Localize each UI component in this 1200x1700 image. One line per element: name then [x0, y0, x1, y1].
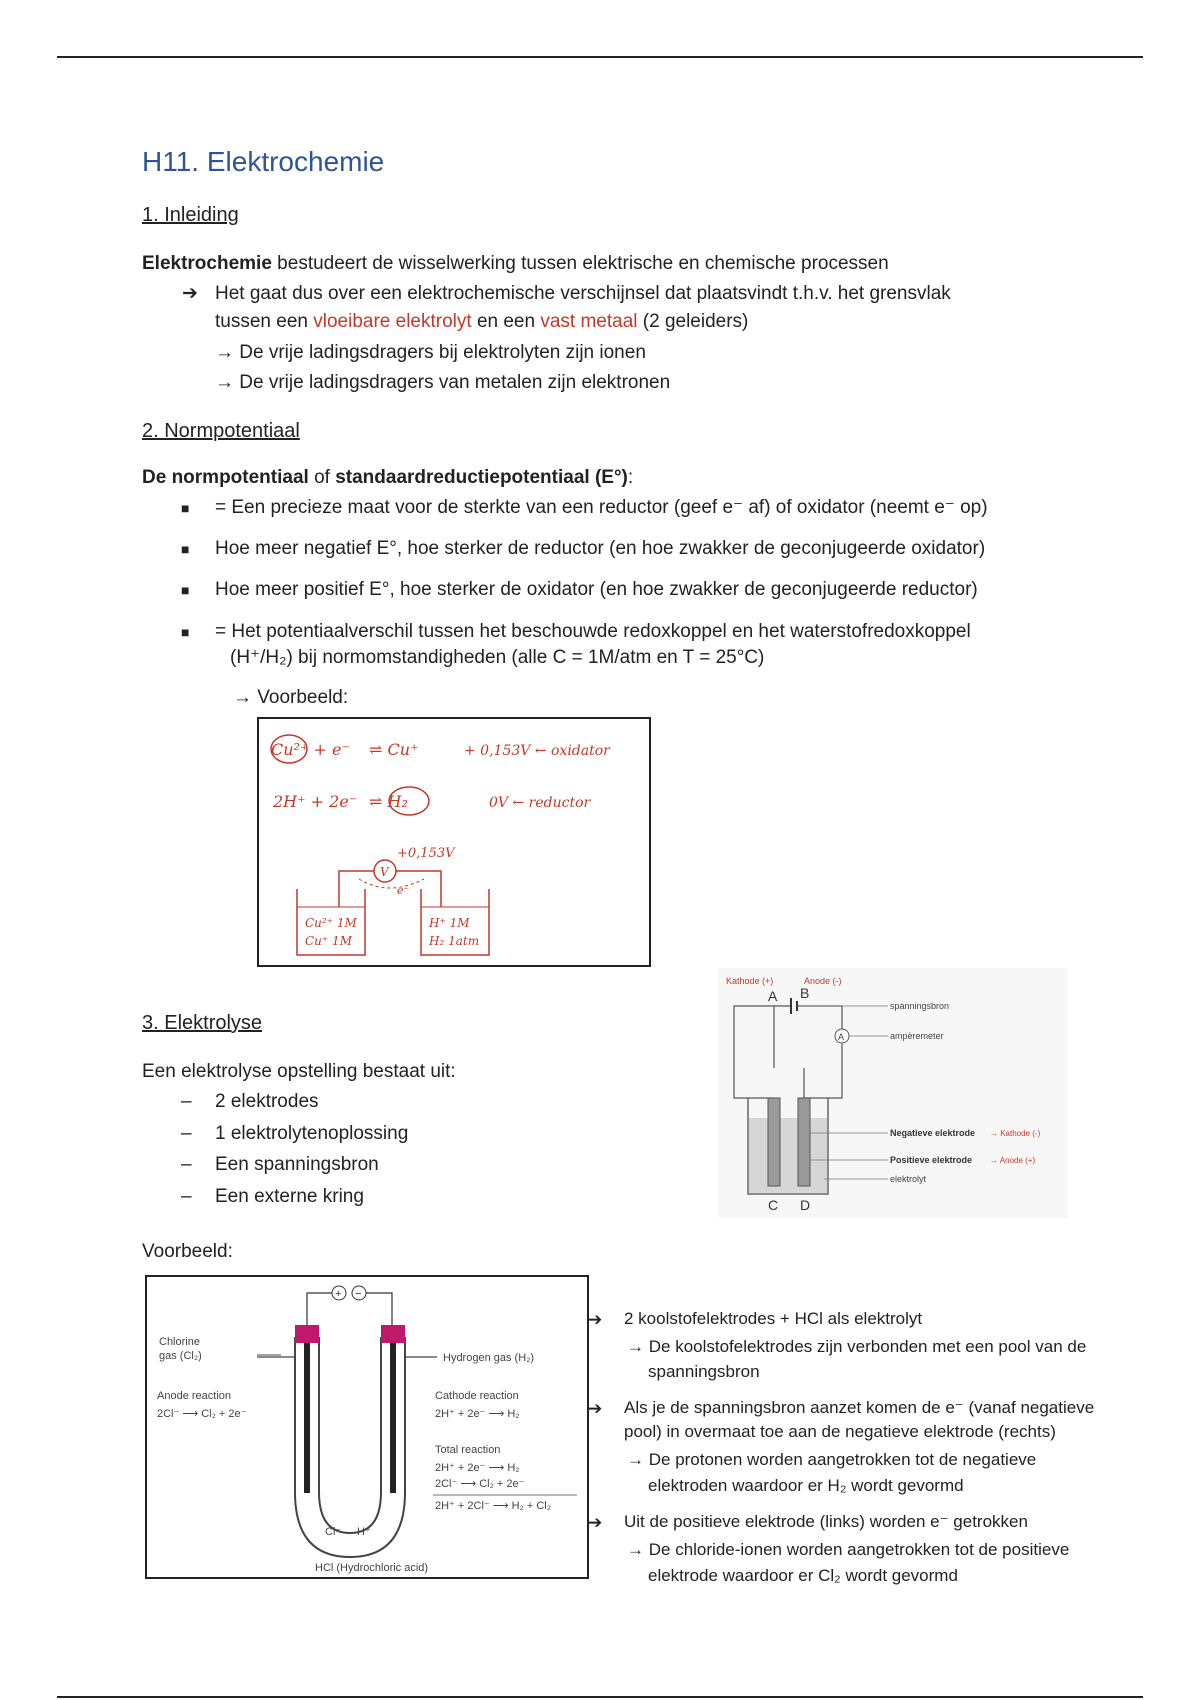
hcl-label: HCl (Hydrochloric acid): [315, 1562, 429, 1574]
example-label: [233, 686, 348, 710]
electron-label: e⁻: [397, 884, 410, 897]
chlorine-gas-label-2: gas (Cl₂): [159, 1350, 202, 1362]
letter-c: C: [768, 1197, 779, 1213]
total-reaction-line-2: 2Cl⁻ ⟶ Cl₂ + 2e⁻: [435, 1478, 525, 1490]
total-reaction-label: Total reaction: [435, 1444, 501, 1456]
minus-sign: −: [355, 1288, 362, 1300]
list-item: 1 elektrolytenoplossing: [215, 1123, 409, 1144]
positieve-elektrode-label: Positieve elektrode: [890, 1155, 973, 1165]
list-item: Een externe kring: [215, 1186, 364, 1207]
example-label: Voorbeeld:: [142, 1241, 233, 1262]
arrow-icon: →: [233, 687, 258, 708]
reaction-1-potential: + 0,153V ← oxidator: [464, 743, 610, 759]
cathode-reaction-equation: 2H⁺ + 2e⁻ ⟶ H₂: [435, 1408, 520, 1420]
arrow-icon: ➔: [588, 1513, 603, 1532]
arrow-icon: →: [627, 1337, 649, 1356]
negatieve-elektrode-kathode: → Kathode (-): [990, 1129, 1041, 1138]
arrow-icon: →: [627, 1540, 649, 1559]
note-1-sub-continued: spanningsbron: [648, 1362, 760, 1381]
bullet-icon: ■: [181, 541, 190, 557]
text-fragment: tussen een: [215, 311, 314, 332]
plus-sign: +: [335, 1288, 342, 1300]
sub-item-ionen: [215, 341, 646, 365]
positieve-elektrode-anode: → Anode (+): [990, 1156, 1036, 1165]
stopper-left: [295, 1325, 319, 1343]
intro-line-2: [215, 310, 748, 334]
page-title: H11. Elektrochemie: [142, 146, 385, 177]
sub-item-text: De vrije ladingsdragers bij elektrolyten zijn ionen: [239, 342, 646, 363]
highlight-vloeibare-elektrolyt: vloeibare elektrolyt: [313, 311, 472, 332]
bullet-icon: ■: [181, 500, 190, 516]
bullet-item: = Het potentiaalverschil tussen het beschouwde redoxkoppel en het waterstofredoxkoppel: [215, 621, 971, 642]
reaction-1-left: Cu²⁺ + e⁻: [271, 740, 350, 759]
arrow-icon: ➔: [588, 1310, 603, 1329]
intro-text: bestudeert de wisselwerking tussen elektrische en chemische processen: [271, 253, 889, 274]
spanningsbron-label: spanningsbron: [890, 1001, 950, 1011]
proton-label: H⁺: [357, 1526, 371, 1538]
text-fragment: :: [627, 467, 634, 488]
intro-line-1: Het gaat dus over een elektrochemische verschijnsel dat plaatsvindt t.h.v. het grensvlak: [215, 283, 951, 304]
text-fragment: en een: [471, 311, 541, 332]
dash-icon: –: [181, 1123, 192, 1144]
term-elektrochemie: Elektrochemie: [142, 253, 272, 274]
reaction-1-right: ⇌ Cu⁺: [369, 740, 419, 759]
cathode-reaction-label: Cathode reaction: [435, 1390, 519, 1402]
highlight-vast-metaal: vast metaal: [540, 311, 638, 332]
reaction-2-potential: 0V ← reductor: [489, 795, 591, 811]
term-standaardreductiepotentiaal: standaardreductiepotentiaal (E°): [335, 467, 628, 488]
note-2-sub: [627, 1448, 1036, 1472]
sub-item-elektronen: [215, 371, 670, 395]
total-reaction-line-1: 2H⁺ + 2e⁻ ⟶ H₂: [435, 1462, 520, 1474]
reaction-2-left: 2H⁺ + 2e⁻: [273, 792, 358, 811]
bullet-item: Hoe meer positief E°, hoe sterker de oxidator (en hoe zwakker de geconjugeerde reductor): [215, 579, 978, 600]
handwritten-drawing: [259, 719, 649, 965]
note-3-sub-continued: elektrode waardoor er Cl₂ wordt gevormd: [648, 1566, 958, 1585]
text-fragment: of: [308, 467, 336, 488]
electrolysis-setup-figure: [718, 968, 1068, 1218]
letter-b: B: [800, 985, 810, 1001]
bullet-item: Hoe meer negatief E°, hoe sterker de reductor (en hoe zwakker de geconjugeerde oxidator): [215, 538, 986, 559]
beaker-left-line-1: Cu²⁺ 1M: [305, 916, 357, 930]
note-2-continued: pool) in overmaat toe aan de negatieve elektrode (rechts): [624, 1422, 1056, 1441]
total-reaction-line-3: 2H⁺ + 2Cl⁻ ⟶ H₂ + Cl₂: [435, 1500, 552, 1512]
bottom-rule: [57, 1696, 1143, 1698]
hydrogen-gas-label: Hydrogen gas (H₂): [443, 1352, 535, 1364]
ammeter-symbol: A: [838, 1032, 845, 1042]
dash-icon: –: [181, 1154, 192, 1175]
arrow-icon: ➔: [182, 283, 198, 304]
bullet-icon: ■: [181, 582, 190, 598]
note-2-sub-continued: elektroden waardoor er H₂ wordt gevormd: [648, 1476, 964, 1495]
anode-reaction-label: Anode reaction: [157, 1390, 231, 1402]
electrode-right: [390, 1343, 396, 1493]
kathode-label: Kathode (+): [726, 976, 774, 986]
section-heading-elektrolyse: 3. Elektrolyse: [142, 1012, 263, 1034]
negatieve-elektrode-label: Negatieve elektrode: [890, 1128, 976, 1138]
letter-a: A: [768, 988, 778, 1004]
reaction-2-right: ⇌ H₂: [369, 792, 408, 811]
note-text: De protonen worden aangetrokken tot de negatieve: [648, 1450, 1037, 1469]
bullet-item-continued: (H⁺/H₂) bij normomstandigheden (alle C = 1M/atm en T = 25°C): [230, 647, 765, 668]
u-tube-figure: [145, 1275, 589, 1579]
voltmeter-label: V: [380, 865, 389, 879]
elektrolyt-label: elektrolyt: [890, 1174, 927, 1184]
sub-item-text: De vrije ladingsdragers van metalen zijn elektronen: [239, 372, 671, 393]
note-text: De chloride-ionen worden aangetrokken tot de positieve: [648, 1540, 1070, 1559]
normpotentiaal-lead: [142, 466, 633, 490]
note-3: Uit de positieve elektrode (links) worden e⁻ getrokken: [624, 1512, 1028, 1531]
list-item: 2 elektrodes: [215, 1091, 319, 1112]
beaker-right-line-1: H⁺ 1M: [429, 916, 470, 930]
arrow-icon: →: [215, 372, 240, 393]
u-tube-inner: [319, 1337, 381, 1533]
dash-icon: –: [181, 1091, 192, 1112]
chloride-ion-label: Cl⁻: [325, 1526, 342, 1538]
section-heading-normpotentiaal: 2. Normpotentiaal: [142, 420, 300, 442]
beaker-left-line-2: Cu⁺ 1M: [305, 934, 352, 948]
intro-paragraph: [142, 252, 889, 276]
elektrolyse-intro: Een elektrolyse opstelling bestaat uit:: [142, 1061, 456, 1082]
note-text: De koolstofelektrodes zijn verbonden met een pool van de: [648, 1337, 1087, 1356]
amperemeter-label: ampèremeter: [890, 1031, 944, 1041]
letter-d: D: [800, 1197, 811, 1213]
beaker-right-line-2: H₂ 1atm: [429, 934, 480, 948]
electrode-c: [768, 1098, 780, 1186]
stopper-right: [381, 1325, 405, 1343]
arrow-icon: →: [215, 342, 240, 363]
term-normpotentiaal: De normpotentiaal: [142, 467, 309, 488]
anode-label: Anode (-): [804, 976, 842, 986]
note-2: Als je de spanningsbron aanzet komen de e⁻ (vanaf negatieve: [624, 1398, 1095, 1417]
note-1: 2 koolstofelektrodes + HCl als elektrolyt: [624, 1309, 923, 1328]
example-text: Voorbeeld:: [257, 687, 349, 708]
anode-reaction-equation: 2Cl⁻ ⟶ Cl₂ + 2e⁻: [157, 1408, 247, 1420]
electrode-d: [798, 1098, 810, 1186]
electrode-left: [304, 1343, 310, 1493]
note-1-sub: [627, 1335, 1086, 1359]
note-3-sub: [627, 1538, 1069, 1562]
arrow-icon: →: [627, 1450, 649, 1469]
text-fragment: (2 geleiders): [637, 311, 749, 332]
top-rule: [57, 56, 1143, 58]
section-heading-inleiding: 1. Inleiding: [142, 204, 239, 226]
list-item: Een spanningsbron: [215, 1154, 379, 1175]
u-tube-drawing: [147, 1277, 587, 1577]
bullet-icon: ■: [181, 624, 190, 640]
voltmeter-reading: +0,153V: [397, 846, 455, 861]
handwritten-example-figure: [257, 717, 651, 967]
u-tube-outer: [295, 1337, 405, 1557]
bullet-item: = Een precieze maat voor de sterkte van een reductor (geef e⁻ af) of oxidator (neemt e⁻ op): [215, 497, 988, 518]
arrow-icon: ➔: [588, 1399, 603, 1418]
chlorine-gas-label-1: Chlorine: [159, 1336, 200, 1348]
dash-icon: –: [181, 1186, 192, 1207]
